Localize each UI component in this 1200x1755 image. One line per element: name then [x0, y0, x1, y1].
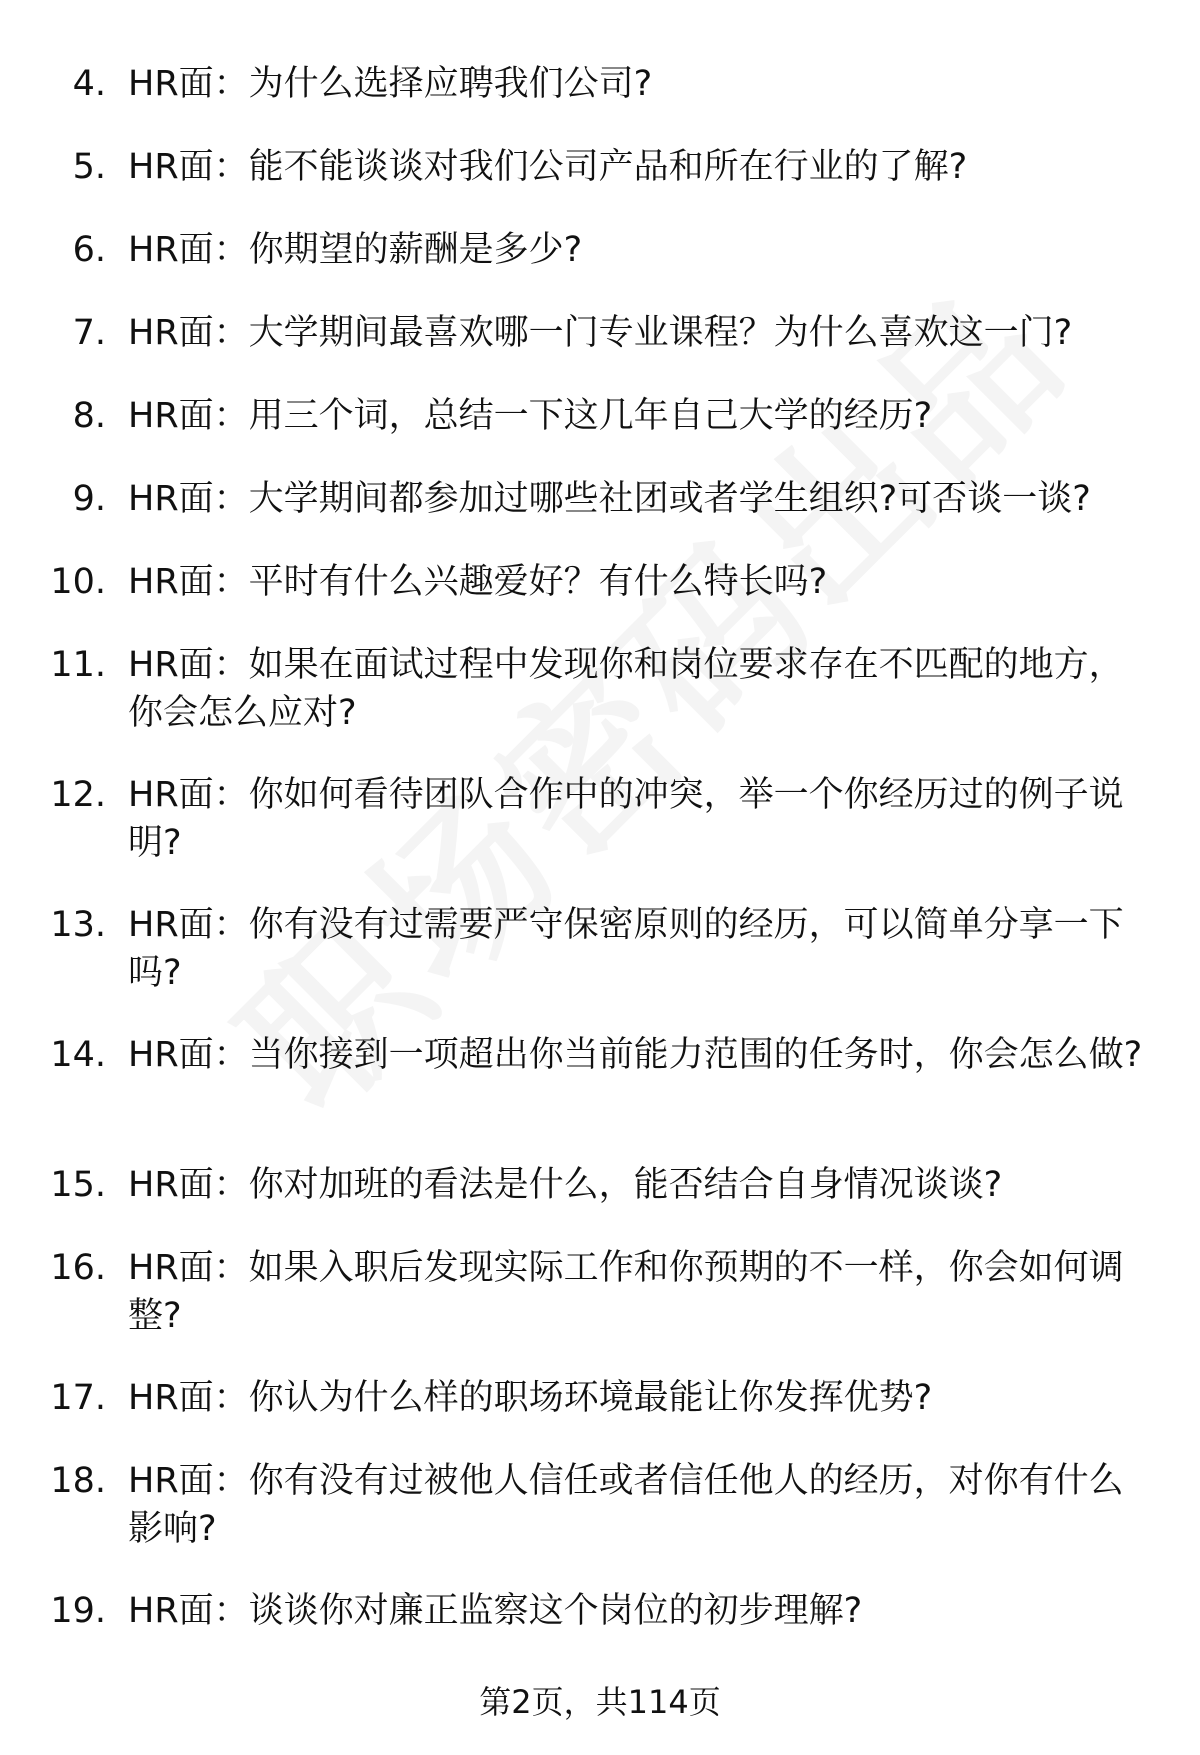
item-number: 16.: [50, 1248, 106, 1288]
list-item: [0, 392, 1200, 475]
item-text: 你如何看待团队合作中的冲突，举一个你经历过的例子说明?: [128, 775, 1124, 863]
item-text: 平时有什么兴趣爱好？有什么特长吗?: [248, 562, 828, 602]
item-text: 你有没有过被他人信任或者信任他人的经历，对你有什么影响?: [128, 1461, 1124, 1549]
item-prefix: HR面：: [128, 64, 249, 104]
item-text: 能不能谈谈对我们公司产品和所在行业的了解?: [248, 147, 968, 187]
list-item: [0, 226, 1200, 309]
item-text: 你认为什么样的职场环境最能让你发挥优势?: [248, 1378, 933, 1418]
item-text: 如果在面试过程中发现你和岗位要求存在不匹配的地方，你会怎么应对?: [128, 645, 1124, 733]
list-item: [0, 1244, 1200, 1374]
item-number: 18.: [50, 1461, 106, 1501]
question-list: [0, 60, 1200, 1670]
list-item: [0, 1031, 1200, 1161]
item-text: 你对加班的看法是什么，能否结合自身情况谈谈?: [248, 1165, 1003, 1205]
item-text: 你有没有过需要严守保密原则的经历，可以简单分享一下吗?: [128, 905, 1124, 993]
item-number: 9.: [72, 479, 106, 519]
item-number: 5.: [72, 147, 106, 187]
item-number: 15.: [50, 1165, 106, 1205]
item-prefix: HR面：: [128, 396, 249, 436]
list-item: [0, 771, 1200, 901]
item-prefix: HR面：: [128, 1461, 249, 1501]
item-number: 17.: [50, 1378, 106, 1418]
item-number: 10.: [50, 562, 106, 602]
item-prefix: HR面：: [128, 775, 249, 815]
item-number: 13.: [50, 905, 106, 945]
item-prefix: HR面：: [128, 1591, 249, 1631]
item-prefix: HR面：: [128, 645, 249, 685]
item-prefix: HR面：: [128, 1248, 249, 1288]
list-item: [0, 1374, 1200, 1457]
item-text: 大学期间最喜欢哪一门专业课程？为什么喜欢这一门?: [248, 313, 1073, 353]
page-footer: 第2页，共114页: [479, 1683, 721, 1721]
item-text: 为什么选择应聘我们公司?: [248, 64, 653, 104]
item-number: 14.: [50, 1035, 106, 1075]
item-prefix: HR面：: [128, 905, 249, 945]
item-number: 6.: [72, 230, 106, 270]
item-number: 8.: [72, 396, 106, 436]
item-prefix: HR面：: [128, 1165, 249, 1205]
item-text: 你期望的薪酬是多少?: [248, 230, 583, 270]
list-item: [0, 1457, 1200, 1587]
list-item: [0, 1587, 1200, 1670]
item-number: 4.: [72, 64, 106, 104]
list-item: [0, 558, 1200, 641]
list-item: [0, 475, 1200, 558]
item-text: 谈谈你对廉正监察这个岗位的初步理解?: [248, 1591, 863, 1631]
list-item: [0, 60, 1200, 143]
item-text: 如果入职后发现实际工作和你预期的不一样，你会如何调整?: [128, 1248, 1124, 1336]
list-item: [0, 309, 1200, 392]
list-item: [0, 143, 1200, 226]
list-item: [0, 901, 1200, 1031]
item-prefix: HR面：: [128, 1035, 249, 1075]
item-prefix: HR面：: [128, 479, 249, 519]
item-prefix: HR面：: [128, 1378, 249, 1418]
item-number: 12.: [50, 775, 106, 815]
item-number: 11.: [50, 645, 106, 685]
item-prefix: HR面：: [128, 230, 249, 270]
item-prefix: HR面：: [128, 562, 249, 602]
list-item: [0, 1161, 1200, 1244]
item-prefix: HR面：: [128, 147, 249, 187]
item-text: 当你接到一项超出你当前能力范围的任务时，你会怎么做?: [248, 1035, 1143, 1075]
item-prefix: HR面：: [128, 313, 249, 353]
item-number: 19.: [50, 1591, 106, 1631]
list-item: [0, 641, 1200, 771]
item-number: 7.: [72, 313, 106, 353]
item-text: 大学期间都参加过哪些社团或者学生组织?可否谈一谈?: [248, 479, 1091, 519]
item-text: 用三个词，总结一下这几年自己大学的经历?: [248, 396, 933, 436]
